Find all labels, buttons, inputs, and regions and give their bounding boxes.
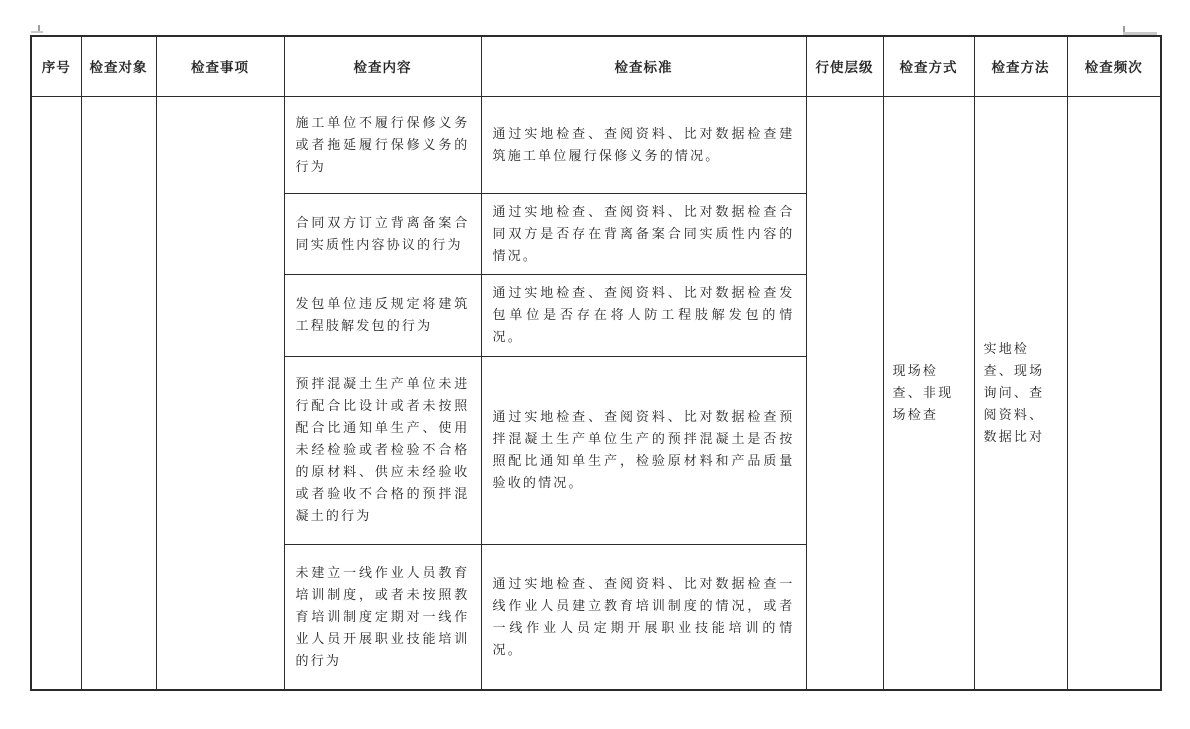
header-inspection-item: 检查事项 xyxy=(156,36,284,96)
header-inspection-method: 检查方法 xyxy=(974,36,1067,96)
table-handle-right-tick xyxy=(1123,26,1125,32)
cell-standard-2: 通过实地检查、查阅资料、比对数据检查合同双方是否存在背离备案合同实质性内容的情况。 xyxy=(481,193,806,274)
cell-inspection-item xyxy=(156,96,284,690)
cell-serial-number xyxy=(31,96,81,690)
cell-inspection-frequency xyxy=(1067,96,1161,690)
table-header-row xyxy=(31,36,1161,96)
header-inspection-content: 检查内容 xyxy=(284,36,481,96)
cell-content-4: 预拌混凝土生产单位未进行配合比设计或者未按照配合比通知单生产、使用未经检验或者检验不合格的原材料、供应未经验收或者验收不合格的预拌混凝土的行为 xyxy=(284,356,481,544)
cell-exercise-level xyxy=(806,96,883,690)
cell-standard-1: 通过实地检查、查阅资料、比对数据检查建筑施工单位履行保修义务的情况。 xyxy=(481,96,806,193)
header-inspection-mode: 检查方式 xyxy=(883,36,974,96)
table-handle-right-icon xyxy=(1123,26,1157,35)
header-inspection-target: 检查对象 xyxy=(81,36,156,96)
header-exercise-level: 行使层级 xyxy=(806,36,883,96)
cell-inspection-method: 实地检查、现场询问、查阅资料、数据比对 xyxy=(974,96,1067,690)
header-serial-number: 序号 xyxy=(31,36,81,96)
cell-inspection-target xyxy=(81,96,156,690)
cell-standard-4: 通过实地检查、查阅资料、比对数据检查预拌混凝土生产单位生产的预拌混凝土是否按照配比通知单生产，检验原材料和产品质量验收的情况。 xyxy=(481,356,806,544)
header-inspection-standard: 检查标准 xyxy=(481,36,806,96)
cell-standard-5: 通过实地检查、查阅资料、比对数据检查一线作业人员建立教育培训制度的情况，或者一线作业人员定期开展职业技能培训的情况。 xyxy=(481,544,806,690)
cell-content-3: 发包单位违反规定将建筑工程肢解发包的行为 xyxy=(284,274,481,356)
cell-standard-3: 通过实地检查、查阅资料、比对数据检查发包单位是否存在将人防工程肢解发包的情况。 xyxy=(481,274,806,356)
table-handle-left-tick xyxy=(38,25,40,31)
cell-content-1: 施工单位不履行保修义务或者拖延履行保修义务的行为 xyxy=(284,96,481,193)
header-inspection-frequency: 检查频次 xyxy=(1067,36,1161,96)
cell-content-2: 合同双方订立背离备案合同实质性内容协议的行为 xyxy=(284,193,481,274)
cell-inspection-mode: 现场检查、非现场检查 xyxy=(883,96,974,690)
table-row xyxy=(31,96,1161,193)
cell-content-5: 未建立一线作业人员教育培训制度，或者未按照教育培训制度定期对一线作业人员开展职业技能培训的行为 xyxy=(284,544,481,690)
inspection-checklist-table xyxy=(30,35,1162,691)
table-handle-left-icon xyxy=(31,25,43,33)
